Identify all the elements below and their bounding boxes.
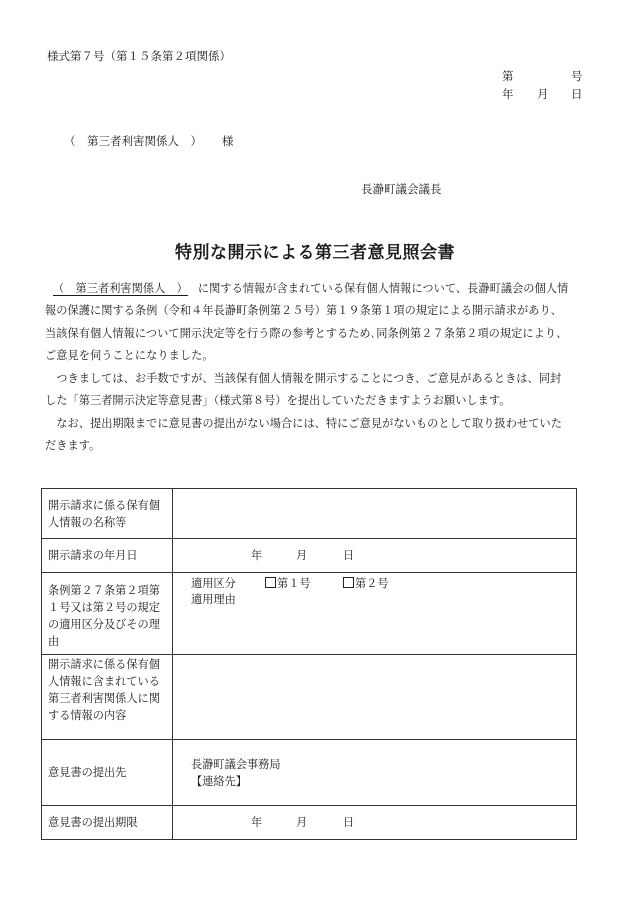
- body-paragraph-2: [45, 368, 590, 413]
- deadline-field[interactable]: [173, 806, 577, 840]
- category-field: [173, 573, 577, 655]
- body-text: に関する情報が含まれている保有個人情報について、長瀞町議会の個人情: [197, 282, 569, 295]
- checkbox-icon[interactable]: [265, 577, 276, 588]
- label-text: 意見書の提出先: [48, 766, 127, 779]
- date-month: 月: [296, 816, 308, 829]
- label-text: 開示請求の年月日: [48, 549, 138, 562]
- date-day: 日: [343, 549, 355, 562]
- info-name-field[interactable]: [173, 489, 577, 539]
- body-paragraph-3: [45, 413, 590, 458]
- table-row: [42, 806, 577, 840]
- body-line: だきます。: [45, 439, 101, 453]
- row-label-category: [42, 573, 173, 655]
- body-line: 当該保有個人情報について開示決定等を行う際の参考とするため､同条例第２７条第２項の規定により、: [45, 326, 568, 340]
- sender-name: 長瀞町議会議長: [361, 182, 442, 196]
- row-label-request-date: [42, 539, 173, 573]
- body-line: 報の保護に関する条例（令和４年長瀞町条例第２５号）第１９条第１項の規定による開示請求があり、: [45, 304, 562, 318]
- label-text: 開示請求に係る保有個人情報に含まれている第三者利害関係人に関する情報の内容: [48, 658, 160, 722]
- reason-label: 適用理由: [191, 593, 236, 606]
- category-label: 適用区分: [191, 577, 236, 590]
- form-number: 様式第７号（第１５条第２項関係）: [47, 49, 231, 63]
- row-label-deadline: [42, 806, 173, 840]
- doc-date-month: 月: [537, 87, 549, 101]
- body-line: つきましては、お手数ですが、当該保有個人情報を開示することにつき、ご意見があるときは、同封: [45, 372, 562, 385]
- body-paragraph-1: [45, 278, 590, 368]
- table-row: [42, 573, 577, 655]
- option-label: 第１号: [277, 577, 311, 590]
- body-line: した「第三者開示決定等意見書」（様式第８号）を提出していただきますようお願いします。: [45, 394, 511, 408]
- option-2[interactable]: [343, 576, 389, 591]
- label-text: 意見書の提出期限: [48, 816, 138, 829]
- table-row: [42, 489, 577, 539]
- recipient-name: （ 第三者利害関係人 ）: [64, 134, 202, 148]
- third-party-name: （ 第三者利害関係人 ）: [53, 282, 188, 295]
- label-text: 開示請求に係る保有個人情報の名称等: [48, 499, 160, 529]
- option-label: 第２号: [355, 577, 389, 590]
- date-month: 月: [296, 549, 308, 562]
- date-year: 年: [251, 549, 263, 562]
- document-title: 特別な開示による第三者意見照会書: [175, 243, 455, 263]
- table-row: [42, 740, 577, 806]
- submit-to-field: [173, 740, 577, 806]
- body-line: ご意見を伺うことになりました。: [45, 349, 214, 363]
- request-date-field[interactable]: [173, 539, 577, 573]
- table-row: [42, 655, 577, 740]
- row-label-submit-to: [42, 740, 173, 806]
- doc-date-year: 年: [502, 87, 514, 101]
- third-party-info-field[interactable]: [173, 655, 577, 740]
- contact-label: 【連絡先】: [191, 775, 247, 788]
- table-row: [42, 539, 577, 573]
- label-text: 条例第２７条第２項第１号又は第２号の規定の適用区分及びその理由: [48, 584, 160, 648]
- doc-number-go: 号: [571, 69, 583, 83]
- date-day: 日: [343, 816, 355, 829]
- row-label-info-name: [42, 489, 173, 539]
- checkbox-icon[interactable]: [343, 577, 354, 588]
- row-label-third-party-info: [42, 655, 173, 740]
- body-line: [45, 278, 590, 300]
- option-1[interactable]: [265, 576, 311, 591]
- doc-number-dai: 第: [502, 69, 514, 83]
- office-name: 長瀞町議会事務局: [191, 758, 281, 771]
- body-line: なお、提出期限までに意見書の提出がない場合には、特にご意見がないものとして取り扱わせていた: [45, 417, 562, 430]
- recipient-honorific: 様: [222, 134, 234, 148]
- doc-date-day: 日: [571, 87, 583, 101]
- info-table: [41, 488, 577, 840]
- date-year: 年: [251, 816, 263, 829]
